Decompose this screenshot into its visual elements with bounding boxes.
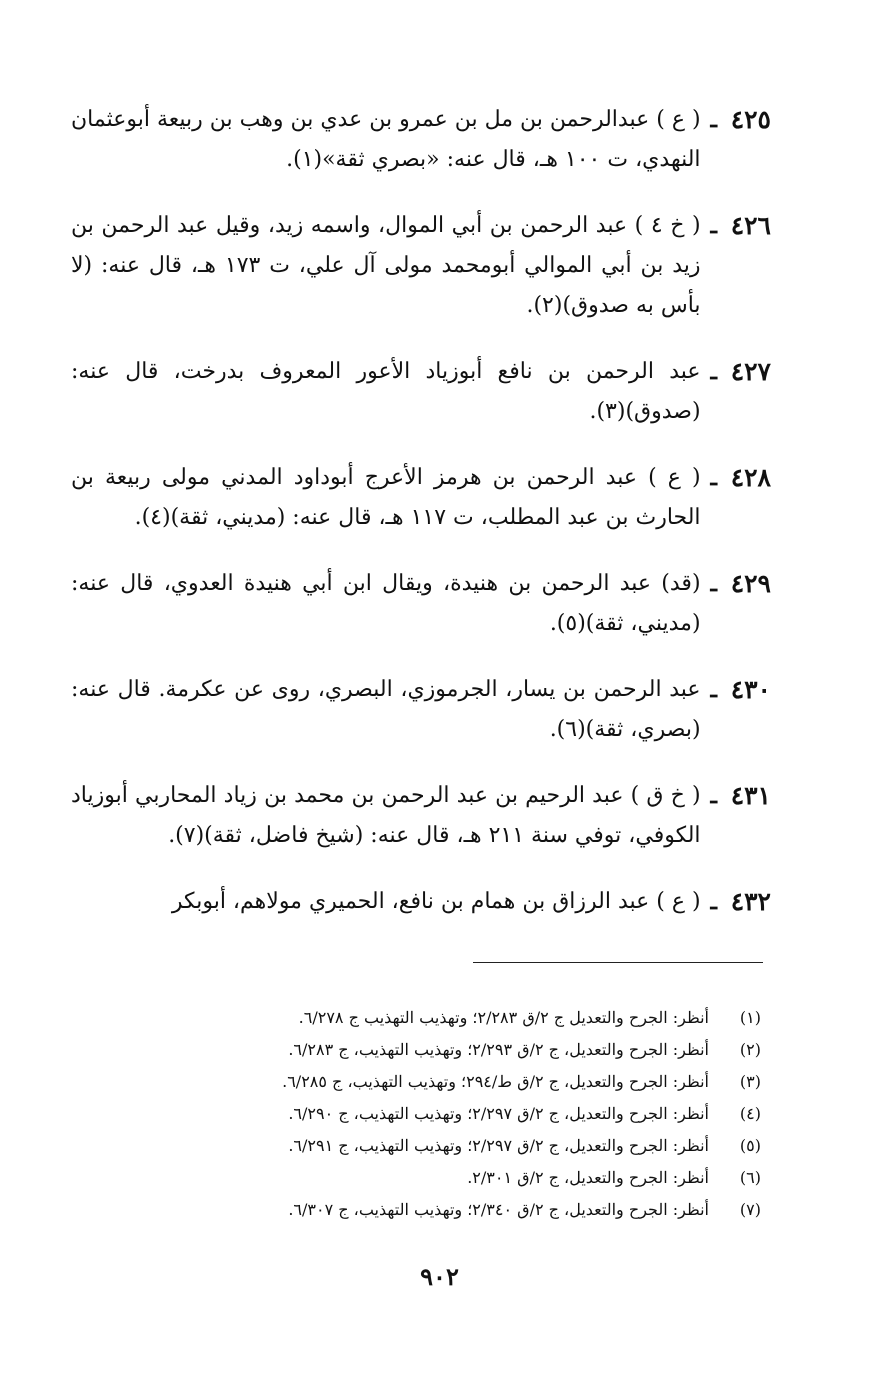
entry-428 bbox=[71, 458, 771, 538]
footnote-2 bbox=[121, 1034, 761, 1066]
footnote-6 bbox=[121, 1162, 761, 1194]
footnotes-list bbox=[121, 1002, 761, 1226]
entry-431 bbox=[71, 776, 771, 856]
entry-number: ٤٢٦ bbox=[730, 211, 771, 240]
entry-row bbox=[71, 100, 771, 180]
entry-432 bbox=[71, 882, 771, 922]
footnote-number: (٢) bbox=[739, 1040, 761, 1059]
entry-row bbox=[71, 206, 771, 326]
entry-text: ( خ ق ) عبد الرحيم بن عبد الرحمن بن محمد بن زياد المحاربي أبوزياد الكوفي، توفي سنة ٢١١ هـ، قال عنه: (شيخ فاضل، ثقة)(٧). bbox=[71, 783, 701, 848]
entry-dash: ـ bbox=[710, 889, 717, 915]
entry-dash: ـ bbox=[710, 783, 717, 809]
entry-number: ٤٢٨ bbox=[730, 463, 771, 492]
entry-number: ٤٢٥ bbox=[730, 105, 771, 134]
entry-dash: ـ bbox=[710, 107, 717, 133]
entry-text: ( ع ) عبد الرزاق بن همام بن نافع، الحميري مولاهم، أبوبكر bbox=[171, 889, 701, 914]
entry-row bbox=[71, 670, 771, 750]
footnote-number: (٤) bbox=[739, 1104, 761, 1123]
entry-row bbox=[71, 564, 771, 644]
entry-425 bbox=[71, 100, 771, 180]
footnote-number: (٣) bbox=[739, 1072, 761, 1091]
footnote-number: (٧) bbox=[739, 1200, 761, 1219]
footnote-5 bbox=[121, 1130, 761, 1162]
footnote-3 bbox=[121, 1066, 761, 1098]
entry-number: ٤٢٩ bbox=[730, 569, 771, 598]
footnote-1 bbox=[121, 1002, 761, 1034]
footnote-number: (٦) bbox=[739, 1168, 761, 1187]
entry-430 bbox=[71, 670, 771, 750]
entry-426 bbox=[71, 206, 771, 326]
entry-number: ٤٢٧ bbox=[730, 357, 771, 386]
footnote-text: أنظر: الجرح والتعديل، ج ٢/ق ٢/٢٩٧؛ وتهذيب التهذيب، ج ٦/٢٩١. bbox=[288, 1136, 709, 1155]
entry-text: (قد) عبد الرحمن بن هنيدة، ويقال ابن أبي هنيدة العدوي، قال عنه: (مديني، ثقة)(٥). bbox=[71, 571, 701, 636]
footnote-text: أنظر: الجرح والتعديل، ج ٢/ق ٢/٣٠١. bbox=[467, 1168, 709, 1187]
entry-row bbox=[71, 776, 771, 856]
entry-row bbox=[71, 458, 771, 538]
entry-text: ( خ ٤ ) عبد الرحمن بن أبي الموال، واسمه زيد، وقيل عبد الرحمن بن زيد بن أبي الموالي أبومحمد مولى آل علي، ت ١٧٣ هـ، قال عنه: (لا بأس به صدوق)(٢). bbox=[71, 213, 701, 318]
entry-number: ٤٣٢ bbox=[730, 887, 771, 916]
entry-text: ( ع ) عبد الرحمن بن هرمز الأعرج أبوداود المدني مولى ربيعة بن الحارث بن عبد المطلب، ت ١١٧ هـ، قال عنه: (مديني، ثقة)(٤). bbox=[71, 465, 701, 530]
footnote-4 bbox=[121, 1098, 761, 1130]
entry-429 bbox=[71, 564, 771, 644]
entry-number: ٤٣٠ bbox=[730, 675, 771, 704]
entry-dash: ـ bbox=[710, 359, 717, 385]
entry-number: ٤٣١ bbox=[730, 781, 771, 810]
footnote-text: أنظر: الجرح والتعديل، ج ٢/ق ٢/٢٩٣؛ وتهذيب التهذيب، ج ٦/٢٨٣. bbox=[288, 1040, 709, 1059]
entry-text: ( ع ) عبدالرحمن بن مل بن عمرو بن عدي بن وهب بن ربيعة أبوعثمان النهدي، ت ١٠٠ هـ، قال عنه: «بصري ثقة»(١). bbox=[71, 107, 701, 172]
entry-text: عبد الرحمن بن نافع أبوزياد الأعور المعروف بدرخت، قال عنه: (صدوق)(٣). bbox=[71, 359, 701, 424]
footnote-divider bbox=[473, 962, 763, 963]
entry-dash: ـ bbox=[710, 213, 717, 239]
entry-row bbox=[71, 352, 771, 432]
page-number: ٩٠٢ bbox=[420, 1262, 459, 1291]
entry-dash: ـ bbox=[710, 465, 717, 491]
footnote-text: أنظر: الجرح والتعديل ج ٢/ق ٢/٢٨٣؛ وتهذيب التهذيب ج ٦/٢٧٨. bbox=[298, 1008, 709, 1027]
entry-427 bbox=[71, 352, 771, 432]
entry-text: عبد الرحمن بن يسار، الجرموزي، البصري، روى عن عكرمة. قال عنه: (بصري، ثقة)(٦). bbox=[71, 677, 701, 742]
footnote-number: (٥) bbox=[739, 1136, 761, 1155]
entries-list bbox=[71, 100, 771, 948]
footnote-text: أنظر: الجرح والتعديل، ج ٢/ق ٢/٢٩٧؛ وتهذيب التهذيب، ج ٦/٢٩٠. bbox=[288, 1104, 709, 1123]
footnote-text: أنظر: الجرح والتعديل، ج ٢/ق ط/٢٩٤؛ وتهذيب التهذيب، ج ٦/٢٨٥. bbox=[282, 1072, 709, 1091]
entry-dash: ـ bbox=[710, 677, 717, 703]
entry-dash: ـ bbox=[710, 571, 717, 597]
footnote-7 bbox=[121, 1194, 761, 1226]
footnote-text: أنظر: الجرح والتعديل، ج ٢/ق ٢/٣٤٠؛ وتهذيب التهذيب، ج ٦/٣٠٧. bbox=[288, 1200, 709, 1219]
footnote-number: (١) bbox=[739, 1008, 761, 1027]
entry-row bbox=[71, 882, 771, 922]
